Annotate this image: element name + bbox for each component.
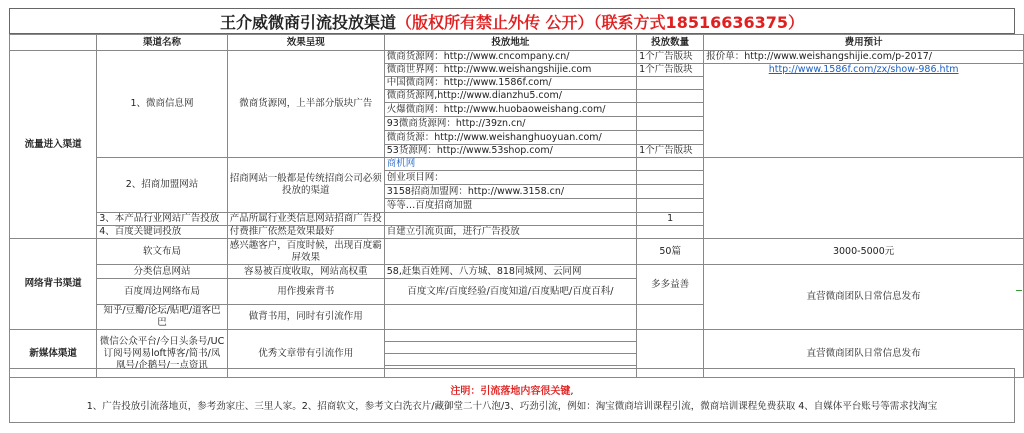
address-cell bbox=[384, 330, 636, 342]
address-cell[interactable]: 93微商货源网：http://39zn.cn/ bbox=[384, 117, 636, 131]
channel-name: 百度周边网络布局 bbox=[97, 279, 227, 305]
sheet-title bbox=[9, 8, 1015, 34]
channel-name: 软文布局 bbox=[97, 239, 227, 265]
quantity-cell: 1个广告版块 bbox=[637, 51, 704, 64]
fee-cell: 3000-5000元 bbox=[704, 239, 1024, 265]
quantity-cell bbox=[637, 117, 704, 131]
table-row bbox=[10, 158, 1024, 171]
fee-cell bbox=[704, 158, 1024, 239]
channel-effect: 招商网站一般都是传统招商公司必须投放的渠道 bbox=[227, 158, 384, 213]
channel-effect: 用作搜索背书 bbox=[227, 279, 384, 305]
channel-effect: 微商货源网，上半部分版块广告 bbox=[227, 51, 384, 158]
cell-edge-marker bbox=[1016, 290, 1022, 291]
table-row bbox=[10, 239, 1024, 265]
channel-effect: 容易被百度收取，网站高权重 bbox=[227, 265, 384, 279]
address-cell: 自建立引流页面，进行广告投放 bbox=[384, 226, 636, 239]
quantity-cell bbox=[637, 90, 704, 103]
table-row bbox=[10, 330, 1024, 342]
header-group-cell bbox=[10, 35, 97, 51]
fee-cell[interactable]: 报价单：http://www.weishangshijie.com/p-2017/ bbox=[704, 51, 1024, 64]
quantity-cell bbox=[637, 77, 704, 90]
channel-name: 1、微商信息网 bbox=[97, 51, 227, 158]
header-quantity: 投放数量 bbox=[637, 35, 704, 51]
channel-effect: 做背书用，同时有引流作用 bbox=[227, 305, 384, 330]
quantity-cell bbox=[637, 185, 704, 199]
channel-effect: 付费推广依然是效果最好 bbox=[227, 226, 384, 239]
address-cell bbox=[384, 213, 636, 226]
quantity-cell: 1个广告版块 bbox=[637, 64, 704, 77]
quantity-cell bbox=[637, 131, 704, 145]
address-cell[interactable]: 3158招商加盟网：http://www.3158.cn/ bbox=[384, 185, 636, 199]
address-cell[interactable]: 中国微商网：http://www.1586f.com/ bbox=[384, 77, 636, 90]
address-cell[interactable]: 微商货源网,http://www.dianzhu5.com/ bbox=[384, 90, 636, 103]
header-channel-name: 渠道名称 bbox=[97, 35, 227, 51]
address-cell bbox=[384, 239, 636, 265]
notes-title-tail: , bbox=[570, 386, 574, 397]
channel-name: 微信公众平台/今日头条号/UC订阅号网易loft博客/简书/凤凰号/企鹅号/一点资讯 bbox=[97, 330, 227, 378]
address-cell bbox=[384, 342, 636, 354]
group-background: 网络背书渠道 bbox=[10, 239, 97, 330]
table-row bbox=[10, 51, 1024, 64]
address-cell[interactable]: 微商世界网：http://www.weishangshijie.com bbox=[384, 64, 636, 77]
address-cell: 百度文库/百度经验/百度知道/百度贴吧/百度百科/ bbox=[384, 279, 636, 305]
quantity-cell bbox=[637, 103, 704, 117]
channel-name: 分类信息网站 bbox=[97, 265, 227, 279]
fee-link-cell[interactable] bbox=[704, 64, 1024, 158]
address-cell[interactable]: 创业项目网： bbox=[384, 171, 636, 185]
quantity-cell bbox=[637, 226, 704, 239]
address-cell bbox=[384, 354, 636, 366]
group-new-media: 新媒体渠道 bbox=[10, 330, 97, 378]
channel-name: 2、招商加盟网站 bbox=[97, 158, 227, 213]
fee-cell: 直营微商团队日常信息发布 bbox=[704, 330, 1024, 378]
fee-cell: 直营微商团队日常信息发布 bbox=[704, 265, 1024, 330]
title-main: 王介威微商引流投放渠道 bbox=[219, 12, 396, 32]
address-cell[interactable]: 等等…百度招商加盟 bbox=[384, 199, 636, 213]
quantity-cell bbox=[637, 305, 704, 330]
notes-body: 1、广告投放引流落地页，参考劲家庄、三里人家。2、招商软文，参考文白洗衣片/藏御堂二十八泡/3、巧劲引流，例如：淘宝微商培训课程引流，微商培训课程免费获取 4、自媒体平台账号等需求找淘宝 bbox=[86, 401, 938, 412]
channel-name: 知乎/豆瓣/论坛/贴吧/道客巴巴 bbox=[97, 305, 227, 330]
fee-link[interactable]: http://www.1586f.com/zx/show-986.htm bbox=[768, 64, 959, 75]
channel-name: 3、本产品行业网站广告投放 bbox=[97, 213, 227, 226]
address-cell[interactable]: 微商货源：http://www.weishanghuoyuan.com/ bbox=[384, 131, 636, 145]
header-address: 投放地址 bbox=[384, 35, 636, 51]
notes-section bbox=[9, 368, 1015, 423]
table-row bbox=[10, 265, 1024, 279]
address-cell[interactable]: 火爆微商网：http://www.huobaoweishang.com/ bbox=[384, 103, 636, 117]
notes-title-text: 注明：引流落地内容很关键 bbox=[450, 386, 571, 397]
quantity-cell bbox=[637, 171, 704, 185]
address-cell[interactable]: 微商货源网：http://www.cncompany.cn/ bbox=[384, 51, 636, 64]
quantity-cell: 1个广告版块 bbox=[637, 145, 704, 158]
quantity-cell: 多多益善 bbox=[637, 265, 704, 305]
address-link[interactable]: 商机网 bbox=[386, 158, 416, 169]
channel-name: 4、百度关键词投放 bbox=[97, 226, 227, 239]
address-cell bbox=[384, 305, 636, 330]
channel-effect: 感兴趣客户，百度时候，出现百度霸屏效果 bbox=[227, 239, 384, 265]
address-cell[interactable] bbox=[384, 158, 636, 171]
address-cell[interactable]: 53货源网：http://www.53shop.com/ bbox=[384, 145, 636, 158]
header-effect: 效果呈现 bbox=[227, 35, 384, 51]
header-row bbox=[10, 35, 1024, 51]
channel-effect: 产品所属行业类信息网站招商广告投 bbox=[227, 213, 384, 226]
quantity-cell bbox=[637, 199, 704, 213]
quantity-cell: 1 bbox=[637, 213, 704, 226]
channel-effect: 优秀文章带有引流作用 bbox=[227, 330, 384, 378]
quantity-cell: 50篇 bbox=[637, 239, 704, 265]
group-traffic: 流量进入渠道 bbox=[10, 51, 97, 239]
header-fee: 费用预计 bbox=[704, 35, 1024, 51]
channel-table bbox=[9, 34, 1024, 378]
quantity-cell bbox=[637, 158, 704, 171]
address-cell: 58,赶集百姓网、八方城、818同城网、云同网 bbox=[384, 265, 636, 279]
notes-title bbox=[10, 382, 1014, 397]
title-sub: （版权所有禁止外传 公开）（联系方式18516636375） bbox=[395, 12, 805, 32]
